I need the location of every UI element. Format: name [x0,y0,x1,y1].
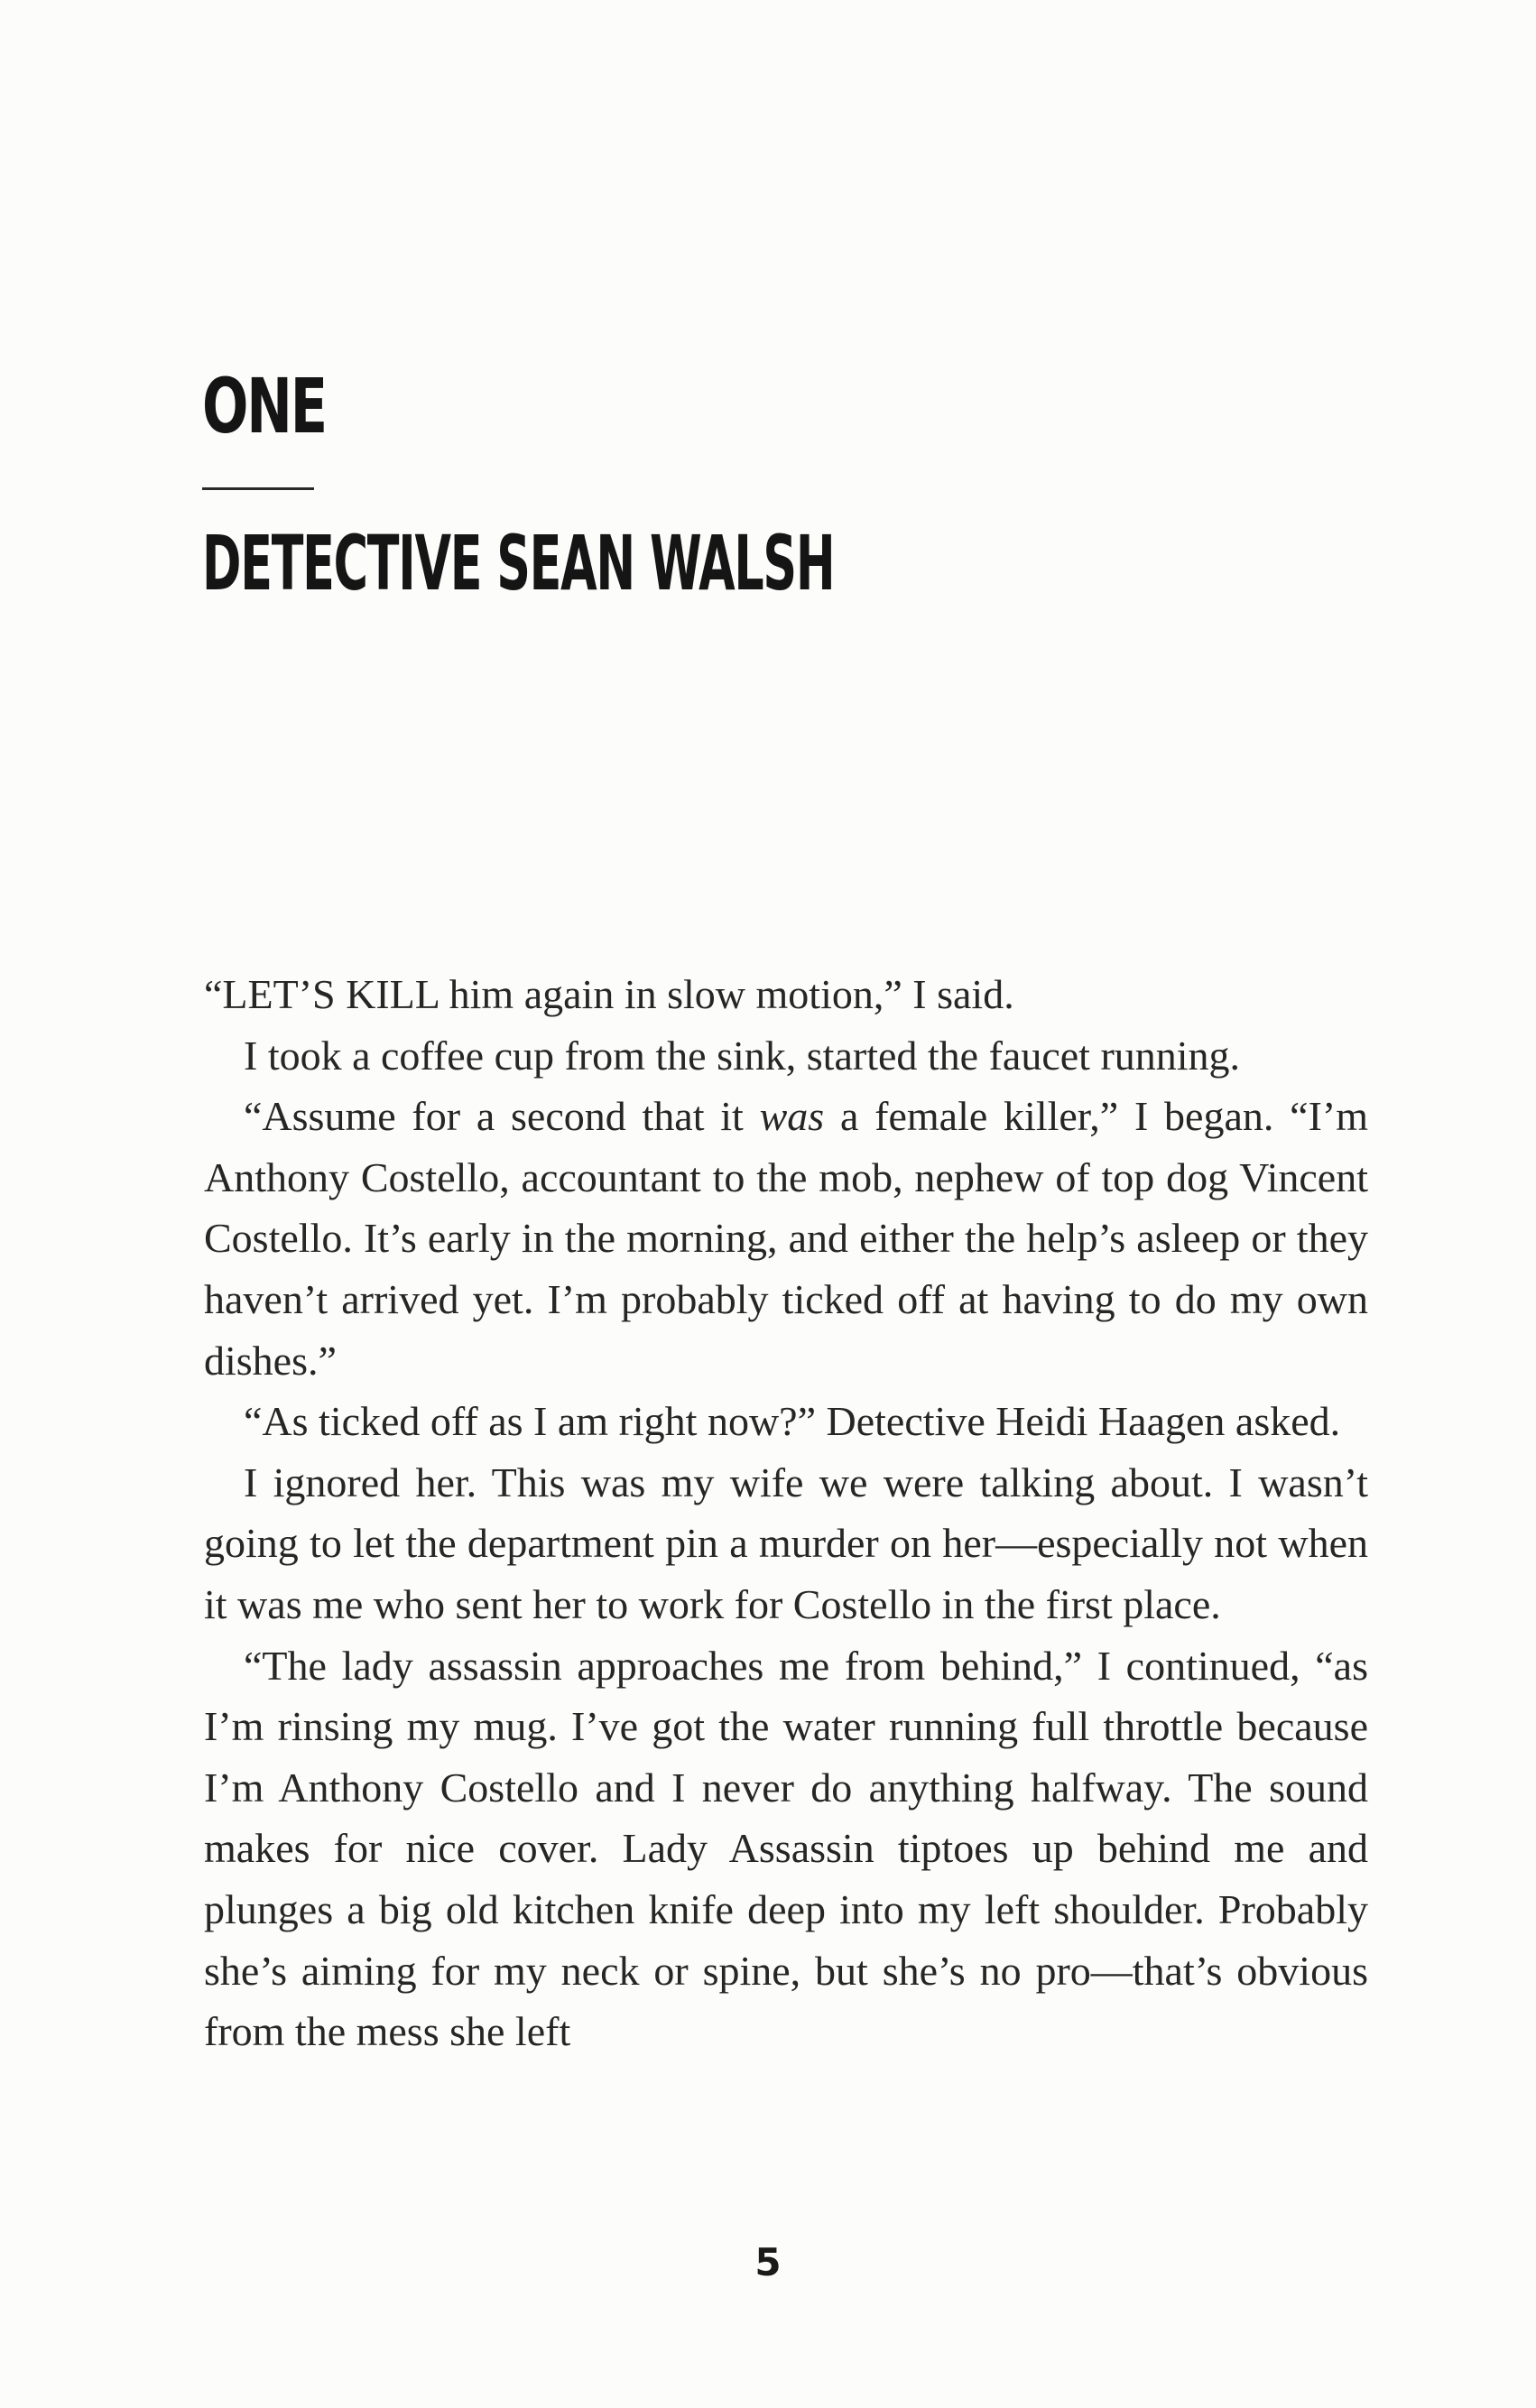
opening-words: “LET’S KILL [204,971,440,1017]
paragraph-2: I took a coffee cup from the sink, started the faucet running. [244,1032,1241,1079]
chapter-divider [202,487,314,490]
paragraph-3-emphasis: was [759,1093,825,1140]
paragraph-3-after: a female killer,” I began. “I’m Anthony Costello, accountant to the mob, nephew of top dog Vincent Costello. It’s early in the morning, and either the help’s asleep or they haven’t arrived yet. I’m probably ticked off at having to do my own dishes.” [204,1093,1368,1384]
paragraph-1-text: him again in slow motion,” I said. [439,971,1014,1017]
chapter-number: ONE [202,362,326,450]
paragraph-4: “As ticked off as I am right now?” Detective Heidi Haagen asked. [244,1398,1341,1445]
paragraph-1 [204,964,1368,1025]
page-number: 5 [754,2240,782,2284]
chapter-body [204,964,1368,2062]
paragraph-6: “The lady assassin approaches me from behind,” I continued, “as I’m rinsing my mug. I’ve got the water running full throttle because I’m Anthony Costello and I never do anything halfway. The sound makes for nice cover. Lady Assassin tiptoes up behind me and plunges a big old kitchen knife deep into my left shoulder. Probably she’s aiming for my neck or spine, but she’s no pro—that’s obvious from the mess she left [204,1642,1368,2055]
paragraph-3 [204,1086,1368,1391]
paragraph-3-before: “Assume for a second that it [244,1093,760,1140]
chapter-title: DETECTIVE SEAN WALSH [202,519,835,607]
paragraph-5: I ignored her. This was my wife we were talking about. I wasn’t going to let the department pin a murder on her—especially not when it was me who sent her to work for Costello in the first place. [204,1459,1368,1627]
